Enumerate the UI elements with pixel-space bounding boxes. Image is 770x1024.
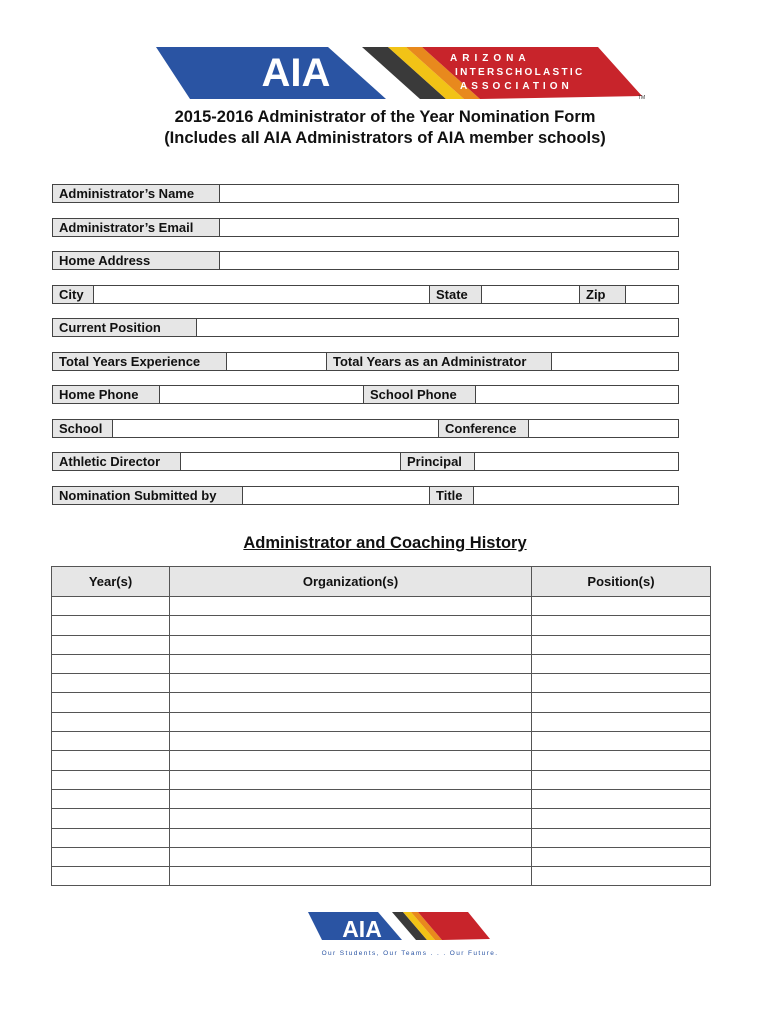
history-year-cell[interactable]: [52, 828, 170, 847]
admin-name-input[interactable]: [219, 185, 678, 202]
svg-text:AIA: AIA: [342, 916, 382, 942]
city-label: City: [53, 286, 93, 303]
history-organization-cell[interactable]: [170, 712, 532, 731]
history-position-cell[interactable]: [532, 712, 711, 731]
current-position-label: Current Position: [53, 319, 196, 336]
history-row: [52, 712, 711, 731]
zip-input[interactable]: [625, 286, 678, 303]
title-input[interactable]: [473, 487, 678, 504]
history-year-cell[interactable]: [52, 770, 170, 789]
history-year-cell[interactable]: [52, 867, 170, 886]
history-year-cell[interactable]: [52, 751, 170, 770]
principal-label: Principal: [400, 453, 474, 470]
history-year-cell[interactable]: [52, 789, 170, 808]
history-position-cell[interactable]: [532, 770, 711, 789]
history-row: [52, 732, 711, 751]
history-organization-cell[interactable]: [170, 635, 532, 654]
history-year-cell[interactable]: [52, 809, 170, 828]
history-year-cell[interactable]: [52, 732, 170, 751]
total-years-input[interactable]: [226, 353, 326, 370]
history-organization-cell[interactable]: [170, 732, 532, 751]
home-phone-label: Home Phone: [53, 386, 159, 403]
history-organization-cell[interactable]: [170, 654, 532, 673]
history-position-cell[interactable]: [532, 616, 711, 635]
row-admin-name: [52, 184, 679, 203]
athletic-director-input[interactable]: [180, 453, 400, 470]
admin-name-label: Administrator’s Name: [53, 185, 219, 202]
conference-input[interactable]: [528, 420, 678, 437]
svg-text:ASSOCIATION: ASSOCIATION: [460, 81, 573, 92]
home-phone-input[interactable]: [159, 386, 363, 403]
history-organization-cell[interactable]: [170, 597, 532, 616]
history-row: [52, 828, 711, 847]
years-column-header: Year(s): [52, 567, 170, 597]
history-table: [51, 566, 711, 886]
svg-text:TM: TM: [638, 95, 646, 101]
current-position-input[interactable]: [196, 319, 678, 336]
history-organization-cell[interactable]: [170, 867, 532, 886]
state-label: State: [429, 286, 481, 303]
school-input[interactable]: [112, 420, 438, 437]
history-organization-cell[interactable]: [170, 828, 532, 847]
history-organization-cell[interactable]: [170, 751, 532, 770]
history-year-cell[interactable]: [52, 654, 170, 673]
row-phones: [52, 385, 679, 404]
total-years-admin-label: Total Years as an Administrator: [326, 353, 551, 370]
svg-text:AIA: AIA: [261, 51, 331, 95]
total-years-label: Total Years Experience: [53, 353, 226, 370]
admin-email-input[interactable]: [219, 219, 678, 236]
row-admin-email: [52, 218, 679, 237]
history-row: [52, 616, 711, 635]
history-row: [52, 847, 711, 866]
row-submitted-title: [52, 486, 679, 505]
school-phone-input[interactable]: [475, 386, 678, 403]
history-position-cell[interactable]: [532, 867, 711, 886]
form-title: 2015-2016 Administrator of the Year Nomination Form: [174, 108, 596, 126]
history-year-cell[interactable]: [52, 847, 170, 866]
school-label: School: [53, 420, 112, 437]
history-year-cell[interactable]: [52, 616, 170, 635]
history-row: [52, 770, 711, 789]
row-ad-principal: [52, 452, 679, 471]
school-phone-label: School Phone: [363, 386, 475, 403]
history-position-cell[interactable]: [532, 789, 711, 808]
row-school-conference: [52, 419, 679, 438]
history-position-cell[interactable]: [532, 635, 711, 654]
history-position-cell[interactable]: [532, 693, 711, 712]
submitted-by-input[interactable]: [242, 487, 429, 504]
history-year-cell[interactable]: [52, 674, 170, 693]
history-organization-cell[interactable]: [170, 770, 532, 789]
row-total-years: [52, 352, 679, 371]
aia-header-logo: [150, 44, 660, 102]
history-organization-cell[interactable]: [170, 616, 532, 635]
history-row: [52, 654, 711, 673]
history-year-cell[interactable]: [52, 693, 170, 712]
row-city-state-zip: [52, 285, 679, 304]
total-years-admin-input[interactable]: [551, 353, 678, 370]
history-position-cell[interactable]: [532, 809, 711, 828]
history-organization-cell[interactable]: [170, 789, 532, 808]
history-position-cell[interactable]: [532, 751, 711, 770]
home-address-label: Home Address: [53, 252, 219, 269]
title-label: Title: [429, 487, 473, 504]
athletic-director-label: Athletic Director: [53, 453, 180, 470]
city-input[interactable]: [93, 286, 429, 303]
history-row: [52, 597, 711, 616]
principal-input[interactable]: [474, 453, 678, 470]
svg-text:INTERSCHOLASTIC: INTERSCHOLASTIC: [455, 67, 585, 78]
history-row: [52, 867, 711, 886]
aia-footer-logo: [306, 910, 502, 942]
history-row: [52, 809, 711, 828]
zip-label: Zip: [579, 286, 625, 303]
position-column-header: Position(s): [532, 567, 711, 597]
history-organization-cell[interactable]: [170, 847, 532, 866]
submitted-by-label: Nomination Submitted by: [53, 487, 242, 504]
history-position-cell[interactable]: [532, 847, 711, 866]
footer-tagline: Our Students, Our Teams . . . Our Future.: [321, 950, 499, 957]
home-address-input[interactable]: [219, 252, 678, 269]
history-year-cell[interactable]: [52, 712, 170, 731]
history-row: [52, 789, 711, 808]
row-current-position: [52, 318, 679, 337]
history-row: [52, 693, 711, 712]
history-year-cell[interactable]: [52, 635, 170, 654]
history-row: [52, 674, 711, 693]
history-position-cell[interactable]: [532, 597, 711, 616]
svg-text:ARIZONA: ARIZONA: [450, 53, 531, 64]
state-input[interactable]: [481, 286, 579, 303]
form-subtitle: (Includes all AIA Administrators of AIA member schools): [164, 129, 606, 147]
history-row: [52, 635, 711, 654]
history-header-row: [52, 567, 711, 597]
organization-column-header: Organization(s): [170, 567, 532, 597]
history-position-cell[interactable]: [532, 674, 711, 693]
history-table-body: [52, 597, 711, 886]
history-position-cell[interactable]: [532, 654, 711, 673]
history-organization-cell[interactable]: [170, 674, 532, 693]
history-heading: Administrator and Coaching History: [243, 534, 527, 552]
history-year-cell[interactable]: [52, 597, 170, 616]
history-position-cell[interactable]: [532, 828, 711, 847]
history-row: [52, 751, 711, 770]
history-organization-cell[interactable]: [170, 693, 532, 712]
conference-label: Conference: [438, 420, 528, 437]
row-home-address: [52, 251, 679, 270]
history-position-cell[interactable]: [532, 732, 711, 751]
admin-email-label: Administrator’s Email: [53, 219, 219, 236]
history-organization-cell[interactable]: [170, 809, 532, 828]
